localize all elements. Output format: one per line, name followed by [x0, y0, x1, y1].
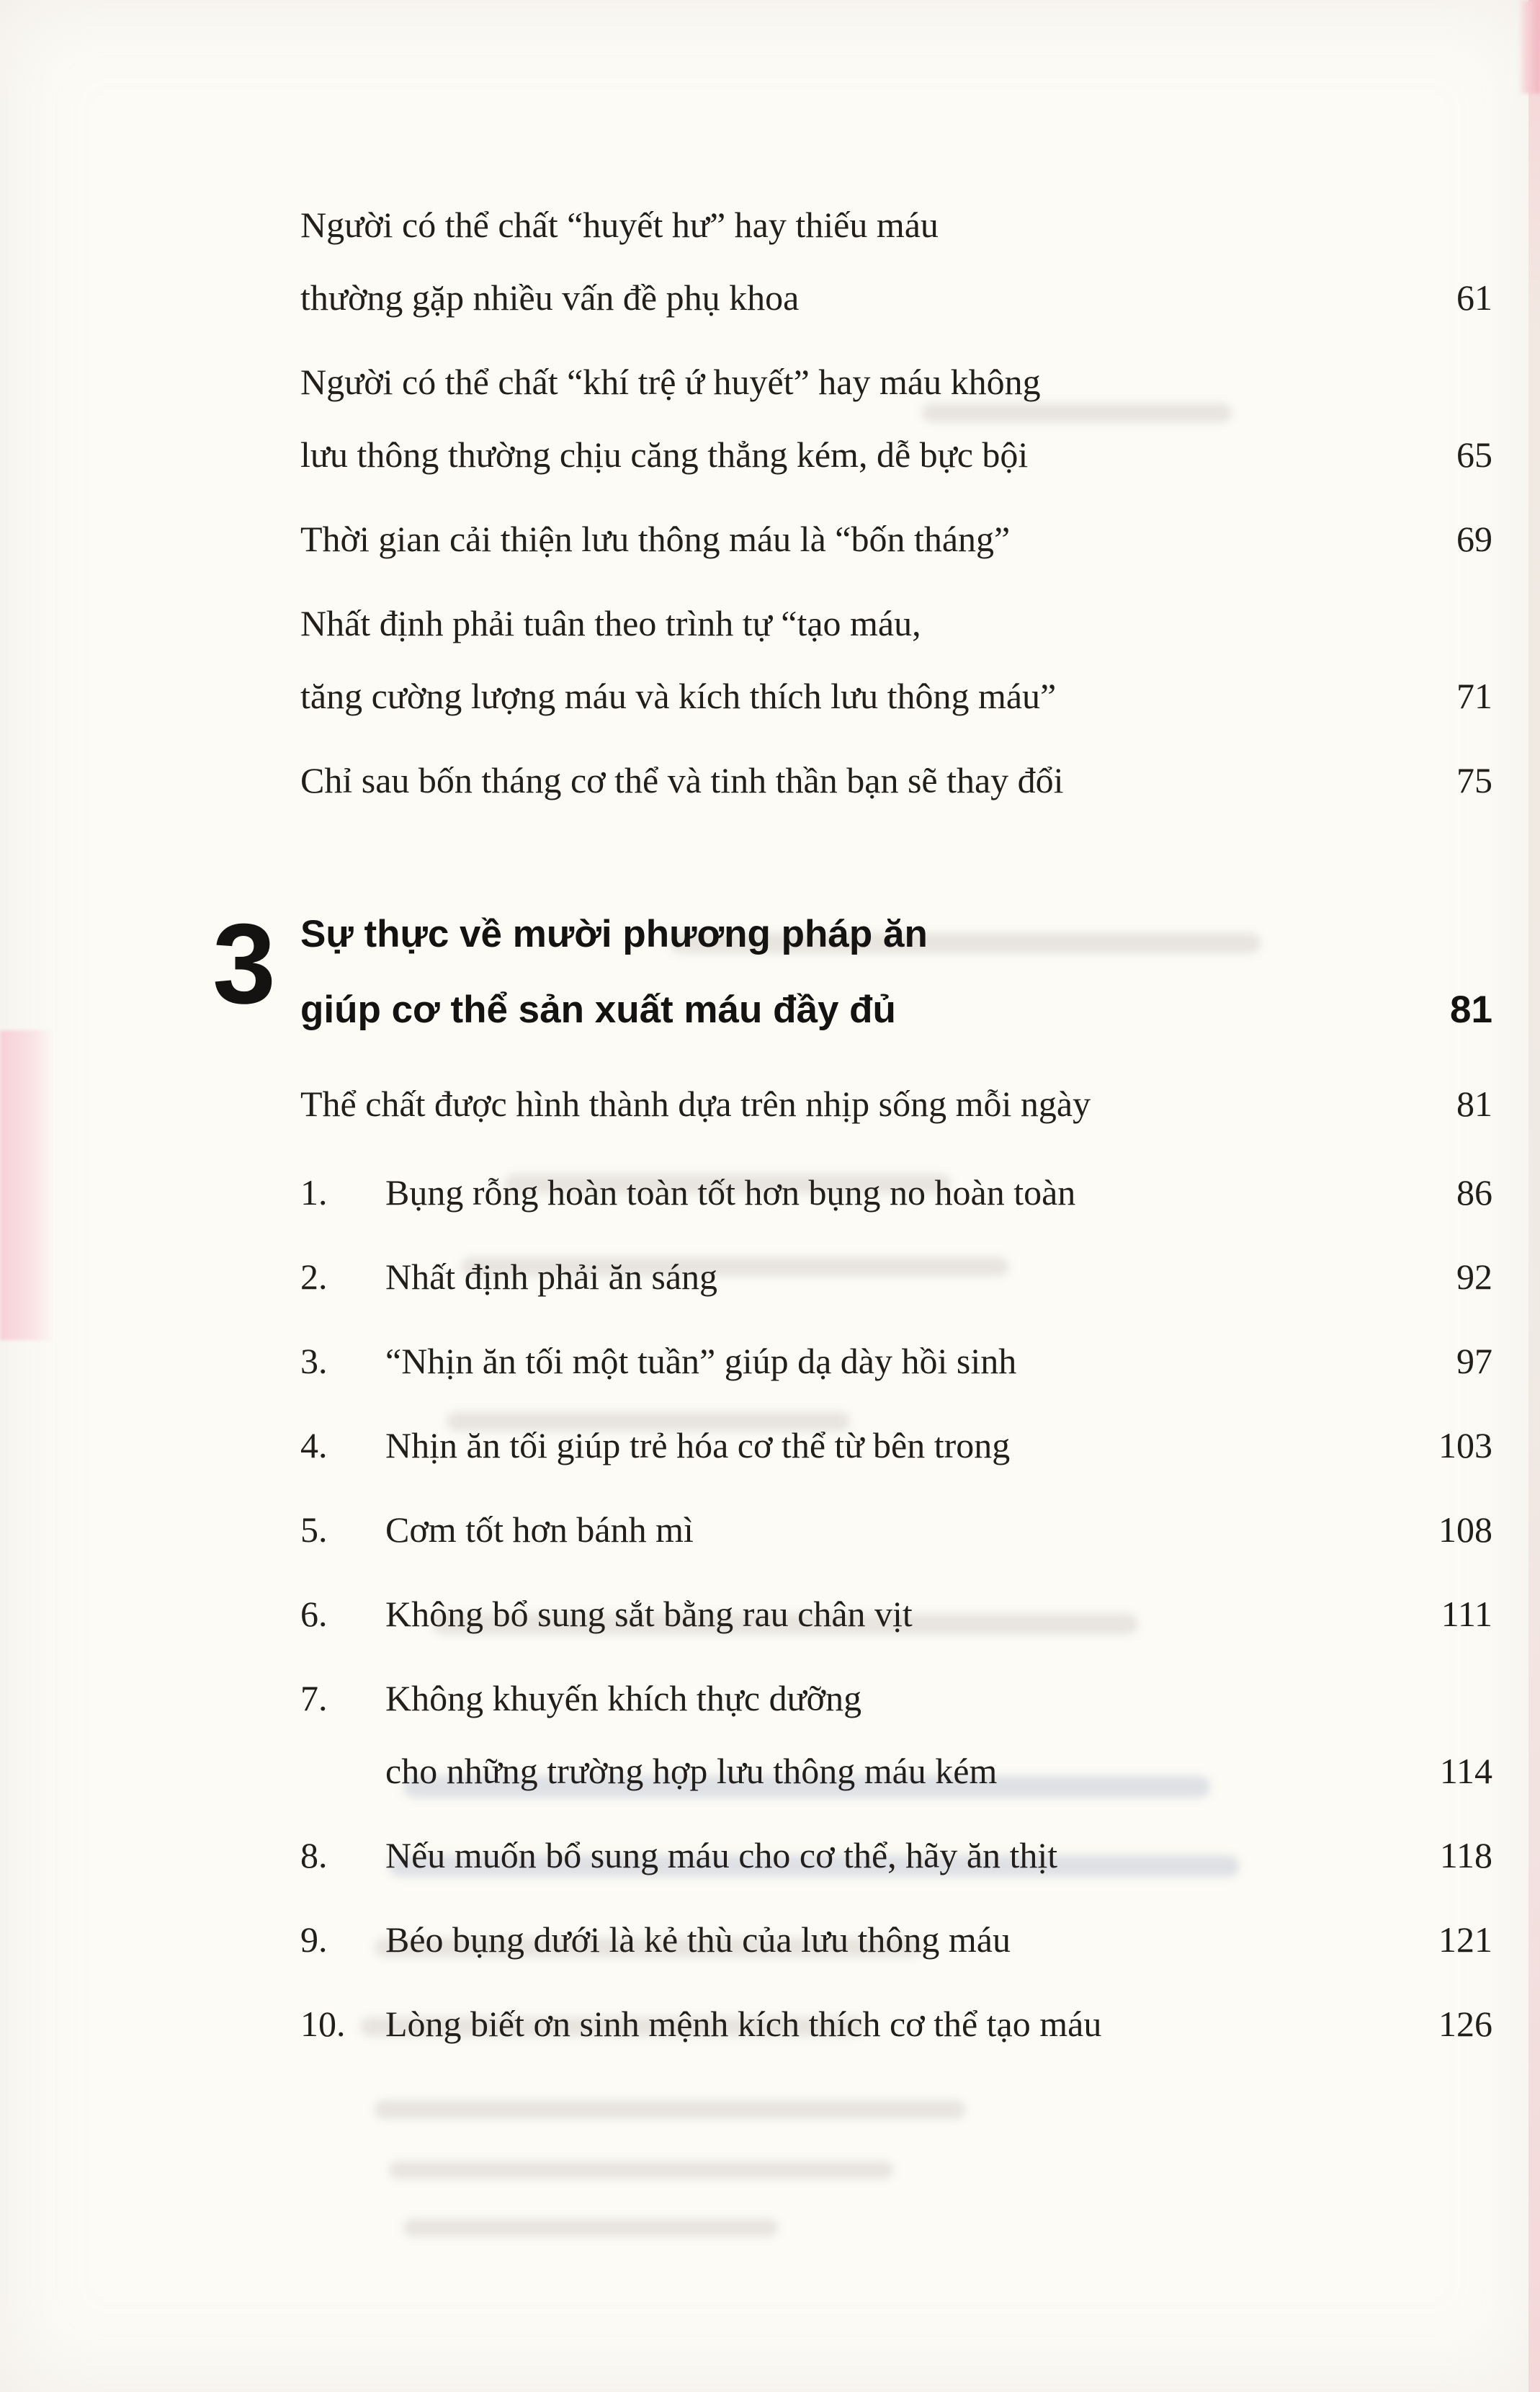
item-number: 8. — [300, 1835, 328, 1875]
toc-entry — [300, 587, 1492, 733]
bleed-through-mark — [389, 2161, 893, 2179]
item-number: 4. — [300, 1425, 328, 1465]
item-number: 10. — [300, 2004, 346, 2044]
list-item — [300, 1494, 1492, 1566]
chapter-intro-row — [300, 1068, 1492, 1141]
page-edge-strip-right — [1528, 0, 1540, 2392]
item-text — [385, 1156, 1435, 1229]
chapter-number: 3 — [212, 901, 273, 1027]
item-line: cho những trường hợp lưu thông máu kém — [385, 1751, 998, 1791]
toc-entry-page-number: 69 — [1456, 519, 1492, 559]
toc-entry-line: lưu thông thường chịu căng thẳng kém, dễ bực bội — [300, 434, 1029, 475]
item-page-number: 92 — [1456, 1257, 1492, 1297]
item-text — [385, 1494, 1417, 1566]
item-line: Không khuyến khích thực dưỡng — [385, 1678, 862, 1718]
bleed-through-mark — [403, 2219, 778, 2236]
item-number: 1. — [300, 1172, 328, 1213]
item-page-number: 108 — [1438, 1509, 1492, 1550]
toc-entry-line: Thời gian cải thiện lưu thông máu là “bốn tháng” — [300, 519, 1011, 559]
item-number: 9. — [300, 1919, 328, 1960]
item-page-number: 114 — [1439, 1751, 1492, 1791]
item-line: Bụng rỗng hoàn toàn tốt hơn bụng no hoàn toàn — [385, 1172, 1076, 1213]
toc-entry-text — [300, 503, 1010, 576]
item-text — [385, 1325, 1435, 1398]
bleed-through-mark — [375, 2100, 965, 2119]
item-line: Nếu muốn bổ sung máu cho cơ thể, hãy ăn thịt — [385, 1835, 1058, 1875]
item-page-number: 126 — [1438, 2004, 1492, 2044]
toc-entry-line: tăng cường lượng máu và kích thích lưu thông máu” — [300, 676, 1057, 716]
chapter-intro-page-number: 81 — [1456, 1084, 1492, 1124]
item-page-number: 103 — [1438, 1425, 1492, 1465]
item-page-number: 111 — [1441, 1594, 1492, 1634]
item-text — [385, 1241, 1435, 1313]
item-page-number: 86 — [1456, 1172, 1492, 1213]
list-item — [300, 1156, 1492, 1229]
item-text — [385, 1988, 1417, 2061]
item-text — [385, 1904, 1417, 1976]
item-page-number: 121 — [1438, 1919, 1492, 1960]
item-number: 3. — [300, 1341, 328, 1381]
list-item — [300, 1904, 1492, 1976]
item-text — [385, 1662, 1418, 1808]
list-item — [300, 1819, 1492, 1892]
chapter-page-number: 81 — [1450, 989, 1492, 1031]
chapter-title-line: Sự thực về mười phương pháp ăn — [300, 913, 928, 955]
toc-entry-page-number: 61 — [1456, 277, 1492, 318]
list-item — [300, 1409, 1492, 1482]
list-item — [300, 1241, 1492, 1313]
list-item — [300, 1325, 1492, 1398]
chapter-title-line: giúp cơ thể sản xuất máu đầy đủ — [300, 989, 896, 1031]
item-line: Cơm tốt hơn bánh mì — [385, 1509, 694, 1550]
toc-entry-page-number: 65 — [1456, 434, 1492, 475]
list-item — [300, 1662, 1492, 1808]
toc-entry-line: Người có thể chất “huyết hư” hay thiếu máu — [300, 205, 939, 245]
list-item — [300, 1988, 1492, 2061]
toc-entry-text — [300, 346, 1041, 491]
toc-entry-line: Chỉ sau bốn tháng cơ thể và tinh thần bạn sẽ thay đổi — [300, 760, 1064, 800]
item-number: 6. — [300, 1594, 328, 1634]
chapter-heading — [212, 896, 1492, 1048]
page-corner-sliver — [1518, 0, 1540, 94]
toc-entry-line: thường gặp nhiều vấn đề phụ khoa — [300, 277, 800, 318]
item-number: 2. — [300, 1257, 328, 1297]
toc-entry-page-number: 71 — [1456, 676, 1492, 716]
toc-entry-line: Người có thể chất “khí trệ ứ huyết” hay máu không — [300, 362, 1041, 402]
toc-entry — [300, 503, 1492, 576]
item-page-number: 97 — [1456, 1341, 1492, 1381]
item-line: “Nhịn ăn tối một tuần” giúp dạ dày hồi sinh — [385, 1341, 1017, 1381]
item-text — [385, 1578, 1420, 1651]
table-of-contents — [212, 189, 1492, 2072]
toc-entry-text — [300, 744, 1064, 817]
item-line: Béo bụng dưới là kẻ thù của lưu thông máu — [385, 1919, 1011, 1960]
toc-entry — [300, 346, 1492, 491]
list-item — [300, 1578, 1492, 1651]
item-number: 7. — [300, 1678, 328, 1718]
toc-entry-page-number: 75 — [1456, 760, 1492, 800]
toc-entry-line: Nhất định phải tuân theo trình tự “tạo máu, — [300, 603, 921, 643]
toc-entry-text — [300, 587, 1056, 733]
item-text — [385, 1409, 1417, 1482]
pink-scan-artifact-left — [0, 1030, 53, 1340]
toc-entry-text — [300, 189, 939, 334]
chapter-intro-text: Thể chất được hình thành dựa trên nhịp sống mỗi ngày — [300, 1084, 1091, 1124]
item-line: Nhất định phải ăn sáng — [385, 1257, 718, 1297]
item-line: Không bổ sung sắt bằng rau chân vịt — [385, 1594, 913, 1634]
item-number: 5. — [300, 1509, 328, 1550]
item-text — [385, 1819, 1418, 1892]
toc-entry — [300, 744, 1492, 817]
item-page-number: 118 — [1439, 1835, 1492, 1875]
chapter-title-row — [300, 972, 1492, 1048]
item-line: Nhịn ăn tối giúp trẻ hóa cơ thể từ bên trong — [385, 1425, 1011, 1465]
item-line: Lòng biết ơn sinh mệnh kích thích cơ thể tạo máu — [385, 2004, 1102, 2044]
toc-entry — [300, 189, 1492, 334]
